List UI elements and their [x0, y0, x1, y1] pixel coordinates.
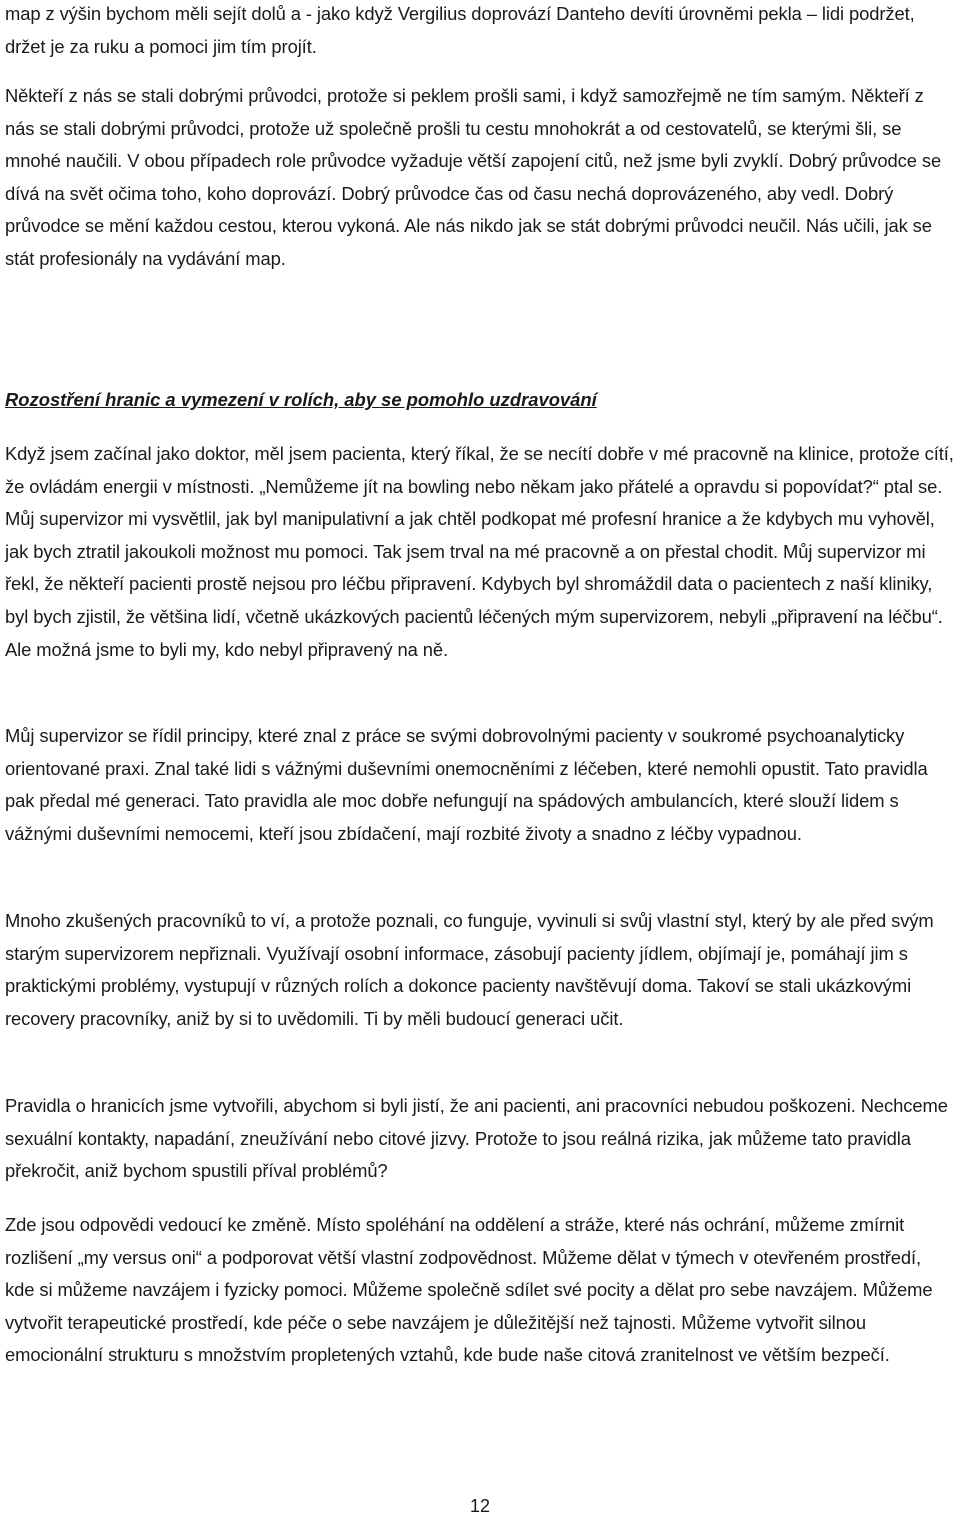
section-heading: Rozostření hranic a vymezení v rolích, aby se pomohlo uzdravování	[5, 389, 597, 410]
paragraph-boundary-rules: Pravidla o hranicích jsme vytvořili, abychom si byli jistí, že ani pacienti, ani pracovníci nebudou poškozeni. Nechceme sexuální kontakty, napadání, zneužívání nebo citové jizvy. Protože to jsou reálná rizika, jak můžeme tato pravidla překročit, aniž bychom spustili příval problémů?	[5, 1095, 948, 1182]
paragraph-answers: Zde jsou odpovědi vedoucí ke změně. Místo spoléhání na oddělení a stráže, které nás ochrání, můžeme zmírnit rozlišení „my versus oni“ a podporovat větší vlastní zodpovědnost. Můžeme dělat v týmech v otevřeném prostředí, kde si můžeme navzájem i fyzicky pomoci. Můžeme společně sdílet své pocity a dělat pro sebe navzájem. Můžeme vytvořit terapeutické prostředí, kde péče o sebe navzájem je důležitější než tajnosti. Můžeme vytvořit silnou emocionální strukturu s množstvím propletených vztahů, kde bude naše citová zranitelnost ve větším bezpečí.	[5, 1214, 933, 1366]
paragraph-intro: map z výšin bychom měli sejít dolů a - jako když Vergilius doprovází Danteho devíti úrovněmi pekla – lidi podržet, držet je za ruku a pomoci jim tím projít.	[5, 3, 915, 57]
page-number: 12	[469, 1496, 491, 1516]
paragraph-experienced-workers: Mnoho zkušených pracovníků to ví, a protože poznali, co funguje, vyvinuli si svůj vlastní styl, který by ale před svým starým supervizorem nepřiznali. Využívají osobní informace, zásobují pacienty jídlem, objímají je, pomáhají jim s praktickými problémy, vystupují v různých rolích a dokonce pacienty navštěvují doma. Takoví se stali ukázkovými recovery pracovníky, aniž by si to uvědomili. Ti by měli budoucí generaci učit.	[5, 910, 934, 1029]
paragraph-guides: Někteří z nás se stali dobrými průvodci, protože si peklem prošli sami, i když samozřejmě ne tím samým. Někteří z nás se stali dobrými průvodci, protože už společně prošli tu cestu mnohokrát a od cestovatelů, se kterými šli, se mnohé naučili. V obou případech role průvodce vyžaduje větší zapojení citů, než jsme byli zvyklí. Dobrý průvodce se dívá na svět očima toho, koho doprovází. Dobrý průvodce čas od času nechá doprovázeného, aby vedl. Dobrý průvodce se mění každou cestou, kterou vykoná. Ale nás nikdo jak se stát dobrými průvodci neučil. Nás učili, jak se stát profesionály na vydávání map.	[5, 85, 942, 269]
paragraph-supervisor: Můj supervizor se řídil principy, které znal z práce se svými dobrovolnými pacienty v soukromé psychoanalyticky orientované praxi. Znal také lidi s vážnými duševními onemocněními z léčeben, které nemohli opustit. Tato pravidla pak předal mé generaci. Tato pravidla ale moc dobře nefungují na spádových ambulancích, které slouží lidem s vážnými duševními nemocemi, kteří jsou zbídačení, mají rozbité životy a snadno z léčby vypadnou.	[5, 725, 928, 844]
paragraph-doctor: Když jsem začínal jako doktor, měl jsem pacienta, který říkal, že se necítí dobře v mé pracovně na klinice, protože cítí, že ovládám energii v místnosti. „Nemůžeme jít na bowling nebo někam jako přátelé a opravdu si popovídat?“ ptal se. Můj supervizor mi vysvětlil, jak byl manipulativní a jak chtěl podkopat mé profesní hranice a že kdybych mu vyhověl, jak bych ztratil jakoukoli možnost mu pomoci. Tak jsem trval na mé pracovně a on přestal chodit. Můj supervizor mi řekl, že někteří pacienti prostě nejsou pro léčbu připravení. Kdybych byl shromáždil data o pacientech z naší kliniky, byl bych zjistil, že většina lidí, včetně ukázkových pacientů léčených mým supervizorem, nebyli „připravení na léčbu“. Ale možná jsme to byli my, kdo nebyl připravený na ně.	[5, 443, 954, 660]
